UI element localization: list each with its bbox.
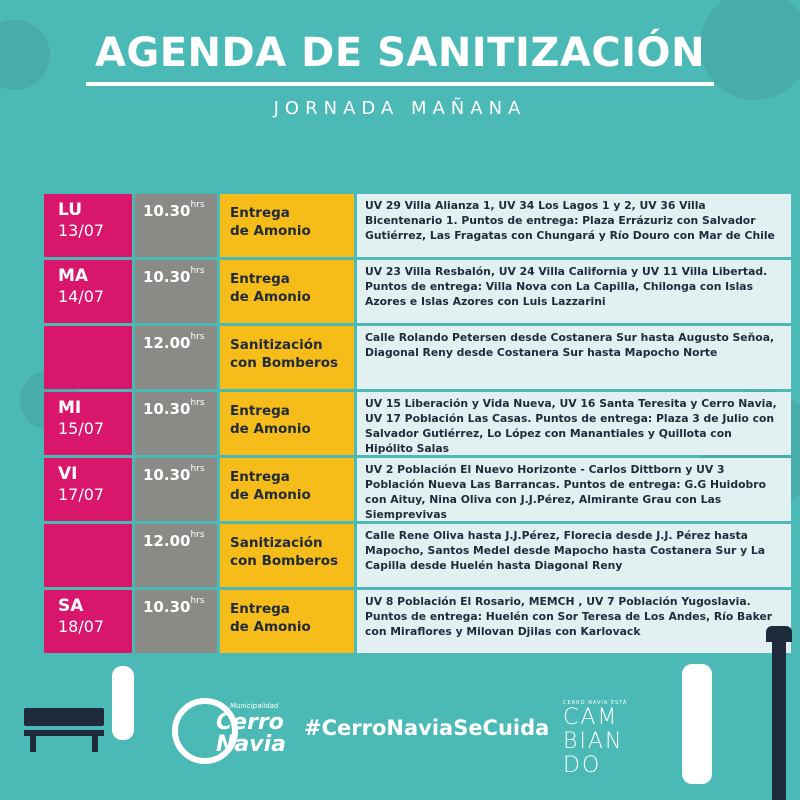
time-cell: [135, 260, 217, 323]
cambiando-line1: CAM: [563, 705, 619, 730]
time-cell: [135, 590, 217, 653]
day-cell: [44, 392, 132, 455]
activity-line1: Entrega: [230, 271, 290, 287]
day-cell: [44, 260, 132, 323]
day-date: 13/07: [58, 221, 105, 240]
time-value: 12.00: [143, 532, 191, 550]
activity-line2: de Amonio: [230, 223, 311, 239]
time-unit: hrs: [190, 200, 205, 210]
schedule-row: [44, 260, 791, 323]
schedule-row: [44, 458, 791, 521]
day-code: LU: [58, 200, 83, 220]
time-unit: hrs: [190, 596, 205, 606]
municipality-logo: [172, 698, 300, 764]
activity-cell: [220, 194, 354, 257]
activity-cell: [220, 260, 354, 323]
page-title: AGENDA DE SANITIZACIÓN: [94, 30, 706, 76]
cambiando-logo: [563, 700, 643, 778]
time-unit: hrs: [190, 530, 205, 540]
day-code: MI: [58, 398, 82, 418]
schedule-row: [44, 392, 791, 455]
activity-line1: Entrega: [230, 403, 290, 419]
cambiando-line2: BIAN: [563, 729, 624, 754]
time-cell: [135, 524, 217, 587]
schedule-row: [44, 326, 791, 389]
day-date: 18/07: [58, 617, 105, 636]
activity-line1: Sanitización: [230, 337, 323, 353]
logo-line2: Navia: [216, 732, 286, 757]
time-value: 10.30: [143, 598, 191, 616]
cambiando-line3: DO: [563, 753, 602, 778]
activity-line2: de Amonio: [230, 487, 311, 503]
time-unit: hrs: [190, 464, 205, 474]
day-cell: [44, 590, 132, 653]
time-cell: [135, 458, 217, 521]
page-subtitle: JORNADA MAÑANA: [273, 98, 527, 119]
detail-cell: UV 23 Villa Resbalón, UV 24 Villa California y UV 11 Villa Libertad. Puntos de entrega: Villa Nova con La Capilla, Chilonga con Islas Azores e Islas Azores con Luis Lazzarini: [357, 260, 791, 323]
day-date: 14/07: [58, 287, 105, 306]
detail-cell: UV 29 Villa Alianza 1, UV 34 Los Lagos 1 y 2, UV 36 Villa Bicentenario 1. Puntos de entrega: Plaza Errázuriz con Salvador Gutiérrez, Las Fragatas con Chungará y Río Douro con Mar de Chile: [357, 194, 791, 257]
time-unit: hrs: [190, 398, 205, 408]
detail-cell: Calle Rolando Petersen desde Costanera Sur hasta Augusto Seňoa, Diagonal Reny desde Costanera Sur hasta Mapocho Norte: [357, 326, 791, 389]
detail-cell: UV 2 Población El Nuevo Horizonte - Carlos Dittborn y UV 3 Población Nueva Las Barrancas. Puntos de entrega: G.G Huidobro con Aituy, Nina Oliva con J.J.Pérez, Almirante Grau con Las Siemprevivas: [357, 458, 791, 521]
time-value: 10.30: [143, 466, 191, 484]
activity-line1: Entrega: [230, 205, 290, 221]
title-underline: [86, 82, 714, 86]
day-code: MA: [58, 266, 89, 286]
logo-line1: Cerro: [216, 710, 284, 735]
day-date: 17/07: [58, 485, 105, 504]
cambiando-small-text: CERRO NAVIA ESTÁ: [563, 700, 628, 706]
activity-cell: [220, 590, 354, 653]
day-cell: [44, 326, 132, 389]
day-code: SA: [58, 596, 84, 616]
time-value: 10.30: [143, 268, 191, 286]
footer: [0, 690, 800, 800]
day-date: 15/07: [58, 419, 105, 438]
activity-line2: de Amonio: [230, 619, 311, 635]
activity-line2: de Amonio: [230, 421, 311, 437]
activity-cell: [220, 458, 354, 521]
activity-line2: con Bomberos: [230, 355, 339, 371]
schedule-row: [44, 194, 791, 257]
time-unit: hrs: [190, 332, 205, 342]
hashtag: #CerroNaviaSeCuida: [304, 716, 550, 740]
activity-line1: Entrega: [230, 601, 290, 617]
logo-small-text: Municipalidad: [230, 702, 279, 710]
day-cell: [44, 524, 132, 587]
time-value: 12.00: [143, 334, 191, 352]
activity-cell: [220, 524, 354, 587]
time-unit: hrs: [190, 266, 205, 276]
time-value: 10.30: [143, 400, 191, 418]
time-cell: [135, 194, 217, 257]
day-code: VI: [58, 464, 78, 484]
detail-cell: UV 8 Población El Rosario, MEMCH , UV 7 Población Yugoslavia. Puntos de entrega: Huelén con Sor Teresa de Los Andes, Río Baker con Miraflores y Milovan Djilas con Karlovack: [357, 590, 791, 653]
day-cell: [44, 458, 132, 521]
detail-cell: Calle Rene Oliva hasta J.J.Pérez, Florecia desde J.J. Pérez hasta Mapocho, Santos Medel desde Mapocho hasta Costanera Sur y La Capilla desde Huelén hasta Diagonal Reny: [357, 524, 791, 587]
schedule-row: [44, 524, 791, 587]
time-value: 10.30: [143, 202, 191, 220]
time-cell: [135, 392, 217, 455]
detail-cell: UV 15 Liberación y Vida Nueva, UV 16 Santa Teresita y Cerro Navia, UV 17 Población Las Casas. Puntos de entrega: Plaza 3 de Julio con Salvador Gutiérrez, Lo López con Manantiales y Quillota con Hipólito Salas: [357, 392, 791, 455]
logo-main-text: [216, 712, 286, 756]
activity-line1: Sanitización: [230, 535, 323, 551]
activity-line2: de Amonio: [230, 289, 311, 305]
time-cell: [135, 326, 217, 389]
activity-line1: Entrega: [230, 469, 290, 485]
schedule-row: [44, 590, 791, 653]
activity-cell: [220, 392, 354, 455]
activity-line2: con Bomberos: [230, 553, 339, 569]
header: [0, 30, 800, 119]
schedule-table: [44, 194, 791, 656]
activity-cell: [220, 326, 354, 389]
day-cell: [44, 194, 132, 257]
